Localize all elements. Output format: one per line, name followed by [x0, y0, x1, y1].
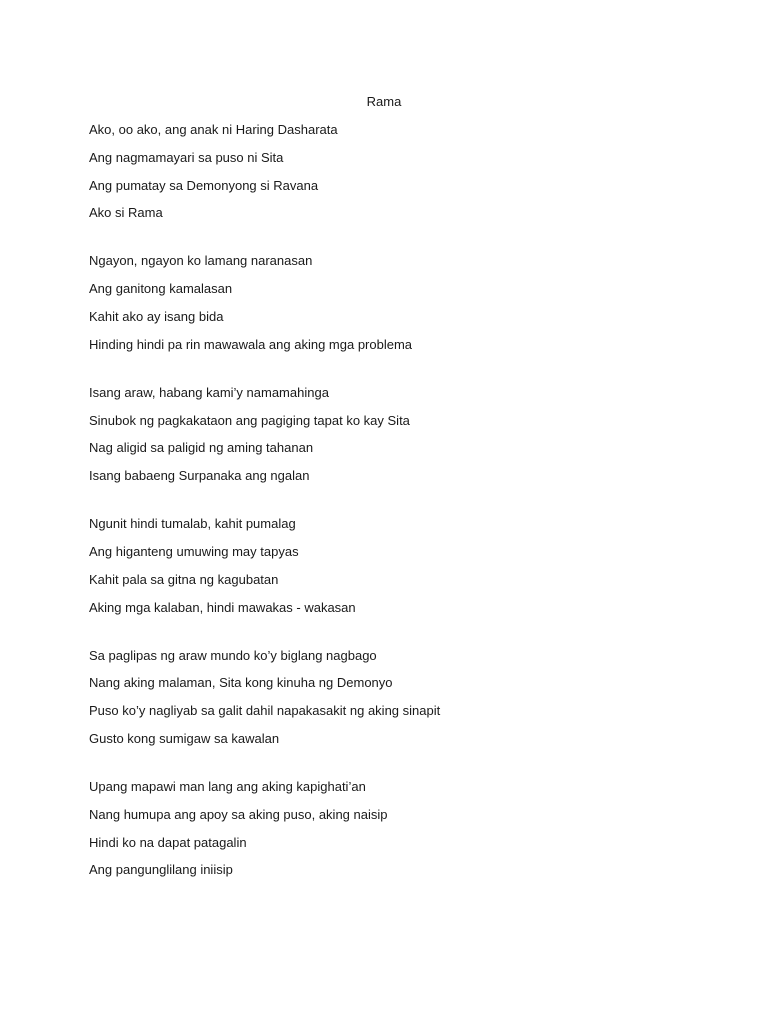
poem-line: Ngunit hindi tumalab, kahit pumalag: [89, 516, 296, 532]
stanza: [89, 120, 729, 223]
poem-line: Ang pangunglilang iniisip: [89, 862, 233, 878]
poem-line: Nang humupa ang apoy sa aking puso, aking naisip: [89, 806, 388, 822]
stanza: [89, 251, 729, 354]
poem-body: [89, 120, 729, 908]
poem-title: Rama: [366, 94, 402, 109]
poem-line: Nag aligid sa paligid ng aming tahanan: [89, 440, 314, 456]
poem-line: Ang nagmamayari sa puso ni Sita: [89, 149, 284, 165]
poem-line: Ang higanteng umuwing may tapyas: [89, 543, 299, 559]
poem-line: Sinubok ng pagkakataon ang pagiging tapat ko kay Sita: [89, 412, 410, 428]
poem-line: Gusto kong sumigaw sa kawalan: [89, 730, 280, 746]
poem-line: Sa paglipas ng araw mundo ko’y biglang nagbago: [89, 647, 377, 663]
poem-line: Ang pumatay sa Demonyong si Ravana: [89, 177, 319, 193]
poem-line: Ako si Rama: [89, 205, 163, 221]
poem-line: Kahit ako ay isang bida: [89, 308, 224, 324]
poem-line: Ako, oo ako, ang anak ni Haring Dasharata: [89, 122, 338, 137]
poem-line: Ang ganitong kamalasan: [89, 281, 233, 297]
poem-line: Puso ko’y nagliyab sa galit dahil napakasakit ng aking sinapit: [89, 703, 441, 719]
stanza: [89, 383, 729, 486]
poem-line: Upang mapawi man lang ang aking kapighati’an: [89, 778, 366, 794]
stanza: [89, 514, 729, 617]
poem-line: Isang babaeng Surpanaka ang ngalan: [89, 468, 310, 484]
poem-line: Hinding hindi pa rin mawawala ang aking mga problema: [89, 336, 413, 352]
poem-line: Hindi ko na dapat patagalin: [89, 834, 247, 850]
stanza: [89, 777, 729, 880]
poem-line: Nang aking malaman, Sita kong kinuha ng Demonyo: [89, 675, 393, 691]
poem-line: Aking mga kalaban, hindi mawakas - wakasan: [89, 599, 356, 615]
stanza: [89, 646, 729, 749]
poem-line: Isang araw, habang kami’y namamahinga: [89, 384, 329, 400]
poem-line: Ngayon, ngayon ko lamang naranasan: [89, 253, 313, 269]
poem-line: Kahit pala sa gitna ng kagubatan: [89, 571, 279, 587]
